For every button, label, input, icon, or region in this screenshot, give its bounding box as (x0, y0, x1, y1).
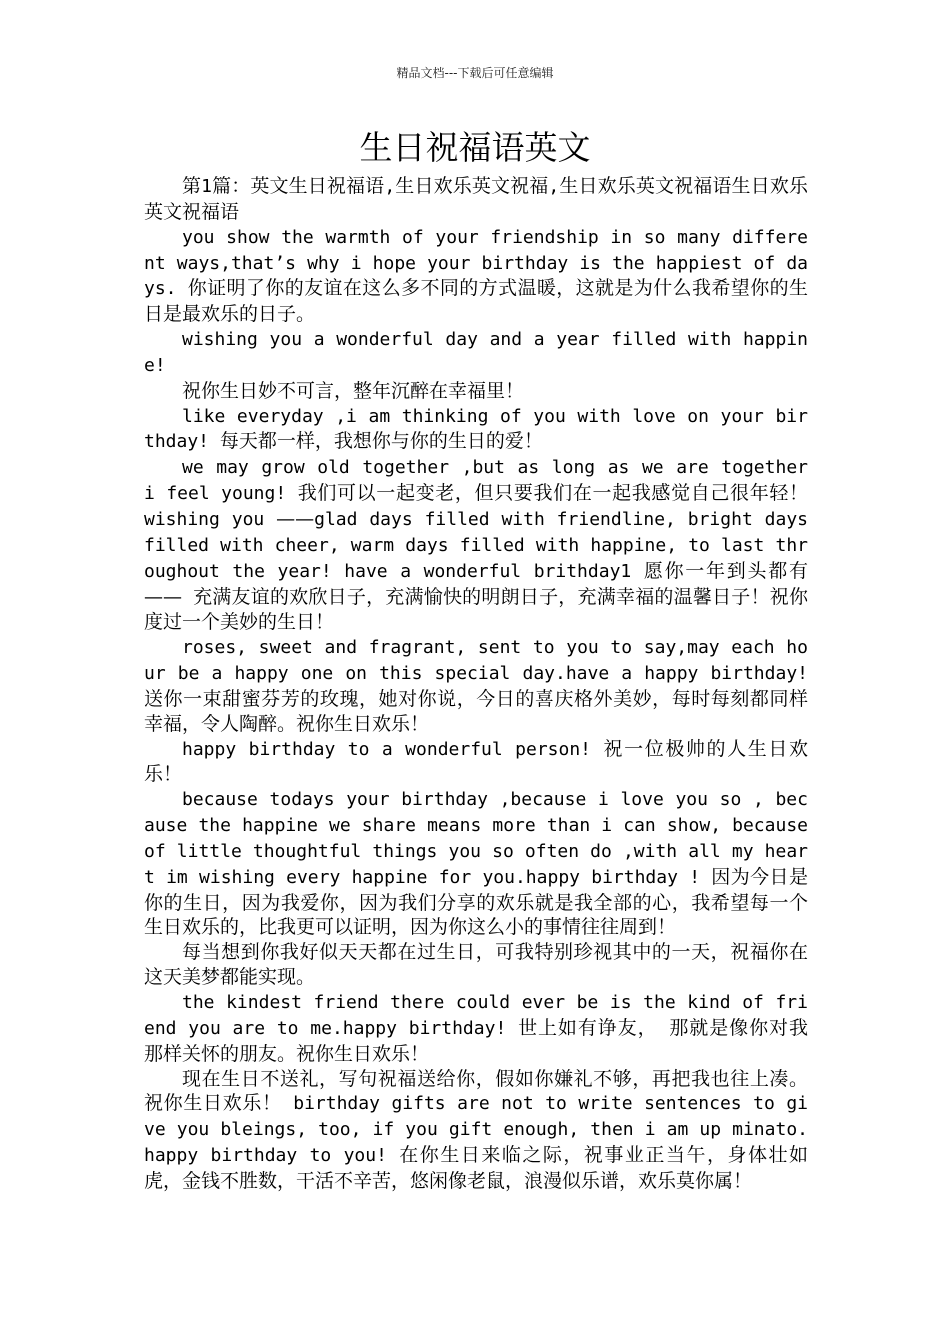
document-body (144, 174, 808, 1194)
paragraph: we may grow old together ,but as long as we are together i feel young! 我们可以一起变老，但只要我们在一起我感觉自己很年轻！ wishing you ——glad days filled with friendline, bright days filled with cheer, warm days filled with happine, to last throughout the year! have a wonderful brithday1 愿你一年到头都有—— 充满友谊的欢欣日子，充满愉快的明朗日子，充满幸福的温馨日子！祝你度过一个美妙的生日！ (144, 457, 808, 634)
paragraph: like everyday ,i am thinking of you with love on your birthday! 每天都一样，我想你与你的生日的爱！ (144, 405, 808, 453)
paragraph: because todays your birthday ,because i love you so , because the happine we share means more than i can show, because of little thoughtful things you so often do ,with all my heart im wishing every happine for you.happy birthday ! 因为今日是你的生日，因为我爱你，因为我们分享的欢乐就是我全部的心，我希望每一个生日欢乐的，比我更可以证明，因为你这么小的事情往往周到！ (144, 789, 808, 939)
paragraph: you show the warmth of your friendship in so many different ways,that’s why i hope your birthday is the happiest of days. 你证明了你的友谊在这么多不同的方式温暖，这就是为什么我希望你的生日是最欢乐的日子。 (144, 226, 808, 326)
paragraph: 每当想到你我好似天天都在过生日，可我特别珍视其中的一天，祝福你在这天美梦都能实现。 (144, 941, 808, 989)
paragraph: 现在生日不送礼，写句祝福送给你，假如你嫌礼不够，再把我也往上凑。祝你生日欢乐！ birthday gifts are not to write sentences to give you bleings, too, if you gift enough, then i am up minato.happy birthday to you! 在你生日来临之际，祝事业正当午，身体壮如虎，金钱不胜数，干活不辛苦，悠闲像老鼠，浪漫似乐谱，欢乐莫你属！ (144, 1067, 808, 1192)
paragraph: 祝你生日妙不可言，整年沉醉在幸福里！ (182, 379, 525, 402)
document-title: 生日祝福语英文 (359, 128, 591, 167)
paragraph: roses, sweet and fragrant, sent to you to say,may each hour be a happy one on this special day.have a happy birthday! 送你一束甜蜜芬芳的玫瑰，她对你说，今日的喜庆格外美妙，每时每刻都同样幸福，令人陶醉。祝你生日欢乐！ (144, 637, 808, 735)
paragraph: the kindest friend there could ever be is the kind of friend you are to me.happy birthday! 世上如有诤友， 那就是像你对我那样关怀的朋友。祝你生日欢乐！ (144, 992, 808, 1065)
paragraph: 第1篇：英文生日祝福语,生日欢乐英文祝福,生日欢乐英文祝福语生日欢乐英文祝福语 (144, 175, 808, 223)
paragraph: happy birthday to a wonderful person! 祝一位极帅的人生日欢乐！ (144, 737, 808, 786)
page-header-note: 精品文档---下载后可任意编辑 (396, 66, 554, 80)
paragraph: wishing you a wonderful day and a year filled with happine! (144, 329, 808, 376)
